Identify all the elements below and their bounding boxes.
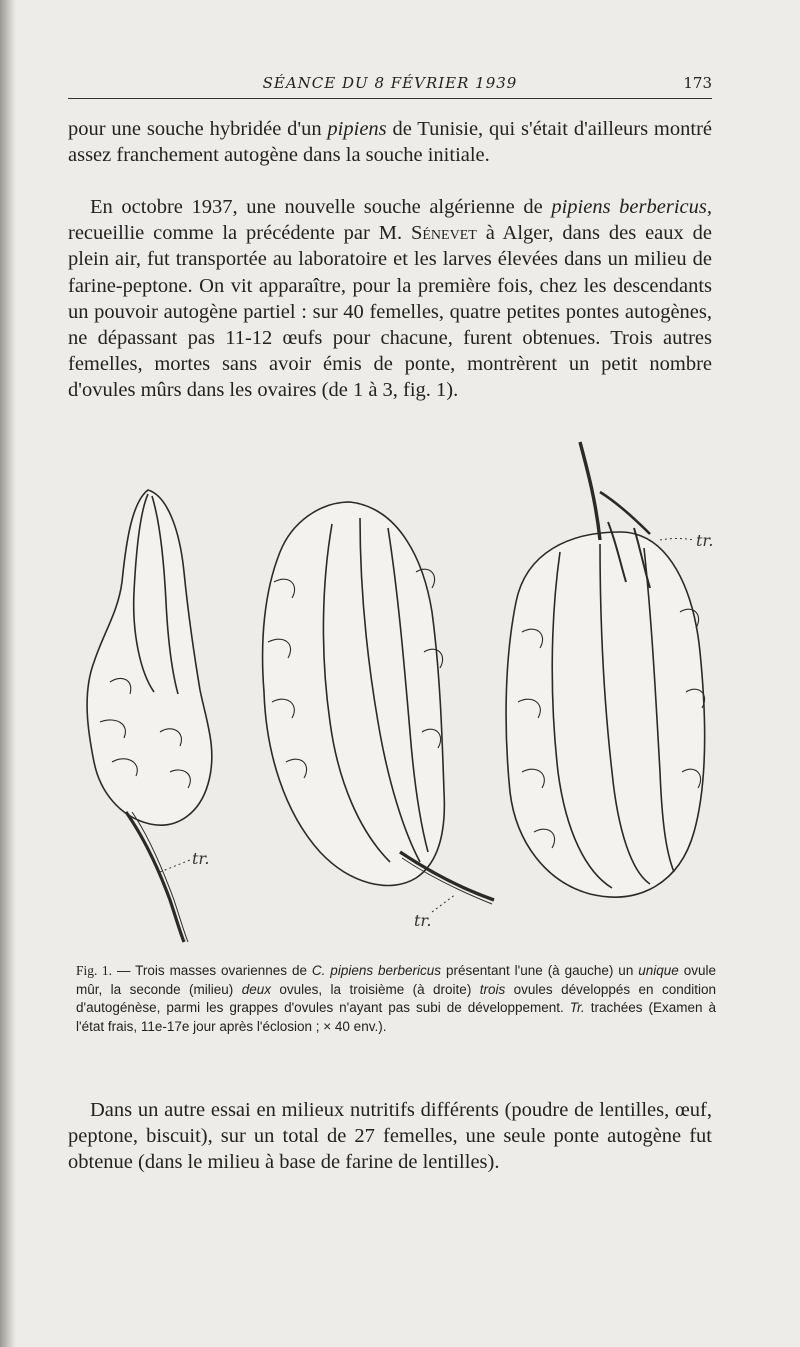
caption-text-a: — Trois masses ovariennes de (112, 963, 312, 978)
caption-text-f: trachées (Examen à l'état frais, 11e-17e jour après l'éclosion ; × 40 env.). (76, 1000, 717, 1034)
middle-ovary-drawing (263, 502, 494, 904)
label-trachea-right: tr. (696, 531, 714, 550)
paragraph-2-text-c: à Alger, dans des eaux de plein air, fut transportée au laboratoire et les larves élevées dans un milieu de farine-peptone. On vit apparaître, pour la première fois, chez les descendants un pouvoir autogène partiel : sur 40 femelles, quatre petites pontes autogènes, ne dépassant pas 11-12 œufs pour chacune, furent obtenues. Trois autres femelles, mortes sans avoir émis de ponte, montrèrent un petit nombre d'ovules mûrs dans les ovaires (de 1 à 3, fig. 1). (68, 222, 712, 402)
paragraph-1 (68, 116, 712, 168)
paragraph-3: Dans un autre essai en milieux nutritifs différents (poudre de lentilles, œuf, peptone, biscuit), sur un total de 27 femelles, une seule ponte autogène fut obtenue (dans le milieu à base de farine de lentilles). (68, 1099, 712, 1174)
ovary-illustration (60, 432, 740, 962)
right-ovary-drawing (506, 442, 705, 897)
caption-text-d: ovules, la troisième (à droite) (270, 981, 480, 997)
page-number: 173 (683, 74, 712, 92)
paragraph-2-text-b: recueillie comme la précédente par M. (68, 222, 411, 245)
page-header (68, 72, 712, 99)
caption-text-e: ovules développés en condition d'autogénèse, parmi les grappes d'ovules n'ayant pas subi de développement. (76, 981, 717, 1015)
figure-1-ovaries (60, 432, 740, 962)
caption-deux: deux (241, 981, 271, 997)
running-head: SÉANCE DU 8 FÉVRIER 1939 (262, 74, 518, 92)
caption-tr: Tr. (569, 1000, 585, 1015)
paragraph-1-italic: pipiens (327, 118, 387, 140)
label-trachea-middle: tr. (414, 911, 432, 930)
caption-unique: unique (638, 963, 679, 978)
figure-caption (76, 962, 716, 1036)
caption-figure-number: Fig. 1. (76, 963, 113, 978)
caption-text-c: ovule mûr, la seconde (milieu) (76, 963, 716, 997)
label-trachea-left: tr. (192, 849, 210, 868)
caption-text-b: présentant l'une (à gauche) un (441, 963, 639, 978)
paragraph-2-text-a: En octobre 1937, une nouvelle souche algérienne de (90, 196, 552, 218)
book-spine-shadow (0, 0, 16, 1347)
paragraph-2-author: Sénevet (410, 222, 477, 245)
paragraph-1-text-b: de Tunisie, qui s'était d'ailleurs montré assez franchement autogène dans la souche initiale. (68, 118, 712, 167)
paragraph-2 (68, 194, 712, 404)
caption-species: C. pipiens berbericus (311, 963, 442, 978)
paragraph-1-text-a: pour une souche hybridée d'un (68, 118, 328, 140)
left-ovary-drawing (87, 490, 212, 942)
paragraph-2-species: pipiens berbericus, (551, 196, 712, 218)
caption-trois: trois (479, 981, 506, 997)
